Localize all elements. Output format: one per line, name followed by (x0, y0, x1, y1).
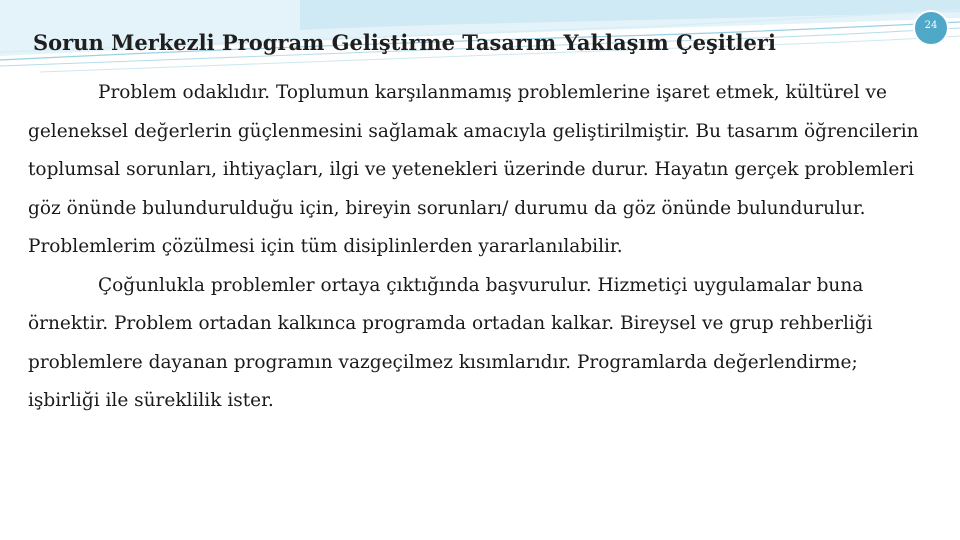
page-number: 24 (924, 20, 938, 31)
slide-body (28, 74, 928, 421)
body-paragraph-2: Çoğunlukla problemler ortaya çıktığında başvurulur. Hizmetiçi uygulamalar buna örnektir. Problem ortadan kalkınca programda ortadan kalkar. Bireysel ve grup rehberliği problemlere dayanan programın vazgeçilmez kısımlarıdır. Programlarda değerlendirme; işbirliği ile süreklilik ister. (28, 274, 873, 411)
slide-title: Sorun Merkezli Program Geliştirme Tasarım Yaklaşım Çeşitleri (33, 30, 776, 55)
body-paragraph-1: Problem odaklıdır. Toplumun karşılanmamış problemlerine işaret etmek, kültürel ve geleneksel değerlerin güçlenmesini sağlamak amacıyla geliştirilmiştir. Bu tasarım öğrencilerin toplumsal sorunları, ihtiyaçları, ilgi ve yetenekleri üzerinde durur. Hayatın gerçek problemleri göz önünde bulundurulduğu için, bireyin sorunları/ durumu da göz önünde bulundurulur. Problemlerim çözülmesi için tüm disiplinlerden yararlanılabilir. (28, 82, 919, 257)
